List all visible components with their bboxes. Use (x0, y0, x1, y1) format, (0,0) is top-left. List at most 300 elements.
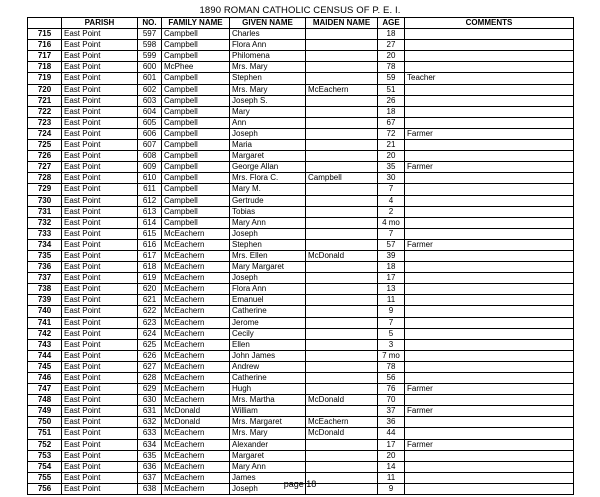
maiden-name-cell (306, 95, 378, 106)
age-cell: 20 (378, 450, 405, 461)
parish-cell: East Point (62, 217, 138, 228)
age-cell: 67 (378, 117, 405, 128)
row-number-cell: 747 (28, 384, 62, 395)
age-cell: 51 (378, 84, 405, 95)
header-row (28, 18, 574, 29)
age-cell: 76 (378, 384, 405, 395)
number-cell: 617 (138, 250, 162, 261)
family-name-cell: McEachern (162, 250, 230, 261)
age-cell: 4 mo (378, 217, 405, 228)
maiden-name-cell: Campbell (306, 173, 378, 184)
given-name-cell: Cecily (230, 328, 306, 339)
maiden-name-cell (306, 328, 378, 339)
family-name-cell: McEachern (162, 384, 230, 395)
table-row (28, 395, 574, 406)
comments-cell (405, 417, 574, 428)
table-row (28, 284, 574, 295)
row-number-cell: 741 (28, 317, 62, 328)
given-name-cell: Charles (230, 29, 306, 40)
comments-cell (405, 273, 574, 284)
maiden-name-cell (306, 128, 378, 139)
table-row (28, 250, 574, 261)
age-cell: 9 (378, 306, 405, 317)
given-name-cell: John James (230, 350, 306, 361)
comments-cell: Farmer (405, 162, 574, 173)
table-row (28, 73, 574, 84)
table-row (28, 195, 574, 206)
number-cell: 597 (138, 29, 162, 40)
comments-cell (405, 117, 574, 128)
parish-cell: East Point (62, 73, 138, 84)
age-cell: 4 (378, 195, 405, 206)
comments-cell (405, 250, 574, 261)
family-name-cell: Campbell (162, 95, 230, 106)
number-cell: 611 (138, 184, 162, 195)
given-name-cell: Catherine (230, 373, 306, 384)
table-row (28, 428, 574, 439)
family-name-cell: McEachern (162, 328, 230, 339)
row-number-cell: 753 (28, 450, 62, 461)
maiden-name-cell (306, 217, 378, 228)
parish-cell: East Point (62, 84, 138, 95)
parish-cell: East Point (62, 417, 138, 428)
comments-cell (405, 450, 574, 461)
number-cell: 623 (138, 317, 162, 328)
parish-cell: East Point (62, 428, 138, 439)
comments-cell (405, 328, 574, 339)
table-row (28, 173, 574, 184)
maiden-name-cell: McDonald (306, 250, 378, 261)
family-name-cell: Campbell (162, 140, 230, 151)
maiden-name-cell (306, 106, 378, 117)
parish-cell: East Point (62, 239, 138, 250)
parish-cell: East Point (62, 339, 138, 350)
maiden-name-cell (306, 273, 378, 284)
row-number-cell: 718 (28, 62, 62, 73)
age-cell: 20 (378, 51, 405, 62)
given-name-cell: Mrs. Mary (230, 62, 306, 73)
row-number-cell: 752 (28, 439, 62, 450)
number-cell: 633 (138, 428, 162, 439)
maiden-name-cell (306, 151, 378, 162)
parish-cell: East Point (62, 483, 138, 494)
number-cell: 634 (138, 439, 162, 450)
family-name-cell: Campbell (162, 84, 230, 95)
number-cell: 603 (138, 95, 162, 106)
family-name-cell: McEachern (162, 273, 230, 284)
family-name-cell: McEachern (162, 306, 230, 317)
family-name-cell: Campbell (162, 206, 230, 217)
parish-cell: East Point (62, 262, 138, 273)
table-row (28, 350, 574, 361)
maiden-name-cell: McEachern (306, 84, 378, 95)
table-row (28, 306, 574, 317)
given-name-cell: Catherine (230, 306, 306, 317)
parish-cell: East Point (62, 228, 138, 239)
number-cell: 619 (138, 273, 162, 284)
parish-cell: East Point (62, 373, 138, 384)
row-number-cell: 716 (28, 40, 62, 51)
maiden-name-cell (306, 262, 378, 273)
given-name-cell: Joseph (230, 273, 306, 284)
comments-cell: Farmer (405, 439, 574, 450)
maiden-name-cell (306, 62, 378, 73)
family-name-cell: Campbell (162, 184, 230, 195)
parish-cell: East Point (62, 328, 138, 339)
parish-cell: East Point (62, 317, 138, 328)
age-cell: 2 (378, 206, 405, 217)
comments-cell (405, 395, 574, 406)
family-name-cell: McEachern (162, 317, 230, 328)
parish-cell: East Point (62, 384, 138, 395)
parish-cell: East Point (62, 461, 138, 472)
col-family-name-header: FAMILY NAME (162, 18, 230, 29)
table-row (28, 262, 574, 273)
family-name-cell: McEachern (162, 361, 230, 372)
given-name-cell: Mary Ann (230, 217, 306, 228)
family-name-cell: Campbell (162, 51, 230, 62)
given-name-cell: Mary (230, 106, 306, 117)
age-cell: 17 (378, 439, 405, 450)
row-number-cell: 728 (28, 173, 62, 184)
number-cell: 632 (138, 417, 162, 428)
given-name-cell: James (230, 472, 306, 483)
given-name-cell: Mrs. Mary (230, 84, 306, 95)
age-cell: 13 (378, 284, 405, 295)
number-cell: 620 (138, 284, 162, 295)
family-name-cell: McEachern (162, 284, 230, 295)
comments-cell: Farmer (405, 128, 574, 139)
parish-cell: East Point (62, 439, 138, 450)
table-row (28, 106, 574, 117)
given-name-cell: Andrew (230, 361, 306, 372)
col-comments-header: COMMENTS (405, 18, 574, 29)
number-cell: 616 (138, 239, 162, 250)
table-row (28, 162, 574, 173)
parish-cell: East Point (62, 29, 138, 40)
age-cell: 7 (378, 228, 405, 239)
family-name-cell: McDonald (162, 417, 230, 428)
parish-cell: East Point (62, 195, 138, 206)
comments-cell (405, 228, 574, 239)
number-cell: 621 (138, 295, 162, 306)
row-number-cell: 736 (28, 262, 62, 273)
maiden-name-cell (306, 73, 378, 84)
maiden-name-cell (306, 40, 378, 51)
number-cell: 605 (138, 117, 162, 128)
given-name-cell: Philomena (230, 51, 306, 62)
given-name-cell: Joseph S. (230, 95, 306, 106)
comments-cell (405, 40, 574, 51)
maiden-name-cell (306, 117, 378, 128)
number-cell: 622 (138, 306, 162, 317)
given-name-cell: Mrs. Martha (230, 395, 306, 406)
comments-cell (405, 361, 574, 372)
age-cell: 27 (378, 40, 405, 51)
comments-cell (405, 173, 574, 184)
table-row (28, 295, 574, 306)
table-row (28, 95, 574, 106)
given-name-cell: Stephen (230, 239, 306, 250)
family-name-cell: Campbell (162, 151, 230, 162)
age-cell: 36 (378, 417, 405, 428)
age-cell: 44 (378, 428, 405, 439)
number-cell: 635 (138, 450, 162, 461)
maiden-name-cell (306, 284, 378, 295)
row-number-cell: 755 (28, 472, 62, 483)
family-name-cell: McEachern (162, 395, 230, 406)
age-cell: 37 (378, 406, 405, 417)
age-cell: 3 (378, 339, 405, 350)
family-name-cell: McEachern (162, 450, 230, 461)
age-cell: 7 mo (378, 350, 405, 361)
comments-cell (405, 51, 574, 62)
parish-cell: East Point (62, 95, 138, 106)
comments-cell (405, 306, 574, 317)
maiden-name-cell: McDonald (306, 395, 378, 406)
age-cell: 59 (378, 73, 405, 84)
comments-cell: Teacher (405, 73, 574, 84)
given-name-cell: Gertrude (230, 195, 306, 206)
number-cell: 637 (138, 472, 162, 483)
table-row (28, 339, 574, 350)
family-name-cell: McDonald (162, 406, 230, 417)
parish-cell: East Point (62, 128, 138, 139)
table-row (28, 317, 574, 328)
given-name-cell: Mary Margaret (230, 262, 306, 273)
row-number-cell: 726 (28, 151, 62, 162)
parish-cell: East Point (62, 40, 138, 51)
row-number-cell: 743 (28, 339, 62, 350)
parish-cell: East Point (62, 295, 138, 306)
age-cell: 7 (378, 184, 405, 195)
given-name-cell: Emanuel (230, 295, 306, 306)
age-cell: 9 (378, 483, 405, 494)
family-name-cell: Campbell (162, 117, 230, 128)
number-cell: 599 (138, 51, 162, 62)
age-cell: 20 (378, 151, 405, 162)
given-name-cell: Mary Ann (230, 461, 306, 472)
age-cell: 56 (378, 373, 405, 384)
maiden-name-cell (306, 317, 378, 328)
age-cell: 72 (378, 128, 405, 139)
row-number-cell: 729 (28, 184, 62, 195)
parish-cell: East Point (62, 62, 138, 73)
given-name-cell: Jerome (230, 317, 306, 328)
given-name-cell: Flora Ann (230, 284, 306, 295)
number-cell: 636 (138, 461, 162, 472)
parish-cell: East Point (62, 450, 138, 461)
table-row (28, 151, 574, 162)
row-number-cell: 733 (28, 228, 62, 239)
maiden-name-cell (306, 29, 378, 40)
table-row (28, 217, 574, 228)
comments-cell (405, 339, 574, 350)
age-cell: 18 (378, 29, 405, 40)
maiden-name-cell (306, 162, 378, 173)
comments-cell (405, 317, 574, 328)
comments-cell (405, 106, 574, 117)
row-number-cell: 731 (28, 206, 62, 217)
table-row (28, 62, 574, 73)
table-row (28, 40, 574, 51)
comments-cell (405, 373, 574, 384)
family-name-cell: McEachern (162, 339, 230, 350)
col-maiden-name-header: MAIDEN NAME (306, 18, 378, 29)
age-cell: 57 (378, 239, 405, 250)
maiden-name-cell (306, 406, 378, 417)
family-name-cell: Campbell (162, 173, 230, 184)
given-name-cell: Alexander (230, 439, 306, 450)
family-name-cell: McPhee (162, 62, 230, 73)
family-name-cell: McEachern (162, 472, 230, 483)
table-row (28, 206, 574, 217)
parish-cell: East Point (62, 117, 138, 128)
family-name-cell: Campbell (162, 73, 230, 84)
maiden-name-cell (306, 295, 378, 306)
row-number-cell: 715 (28, 29, 62, 40)
row-number-cell: 749 (28, 406, 62, 417)
comments-cell (405, 95, 574, 106)
row-number-cell: 720 (28, 84, 62, 95)
row-number-cell: 744 (28, 350, 62, 361)
family-name-cell: Campbell (162, 217, 230, 228)
age-cell: 11 (378, 472, 405, 483)
table-row (28, 439, 574, 450)
comments-cell (405, 151, 574, 162)
col-given-name-header: GIVEN NAME (230, 18, 306, 29)
number-cell: 598 (138, 40, 162, 51)
given-name-cell: Maria (230, 140, 306, 151)
row-number-cell: 723 (28, 117, 62, 128)
given-name-cell: Joseph (230, 483, 306, 494)
number-cell: 615 (138, 228, 162, 239)
parish-cell: East Point (62, 173, 138, 184)
maiden-name-cell (306, 306, 378, 317)
family-name-cell: McEachern (162, 350, 230, 361)
parish-cell: East Point (62, 51, 138, 62)
maiden-name-cell (306, 450, 378, 461)
family-name-cell: Campbell (162, 128, 230, 139)
comments-cell (405, 350, 574, 361)
comments-cell (405, 140, 574, 151)
given-name-cell: Mrs. Mary (230, 428, 306, 439)
row-number-cell: 746 (28, 373, 62, 384)
row-number-cell: 742 (28, 328, 62, 339)
family-name-cell: McEachern (162, 439, 230, 450)
number-cell: 608 (138, 151, 162, 162)
given-name-cell: Margaret (230, 450, 306, 461)
comments-cell (405, 62, 574, 73)
comments-cell (405, 195, 574, 206)
comments-cell (405, 29, 574, 40)
row-number-cell: 735 (28, 250, 62, 261)
age-cell: 17 (378, 273, 405, 284)
comments-cell: Farmer (405, 384, 574, 395)
table-body (28, 29, 574, 495)
comments-cell (405, 428, 574, 439)
number-cell: 631 (138, 406, 162, 417)
row-number-cell: 738 (28, 284, 62, 295)
table-row (28, 361, 574, 372)
table-row (28, 29, 574, 40)
row-number-cell: 750 (28, 417, 62, 428)
family-name-cell: Campbell (162, 106, 230, 117)
col-parish-header: PARISH (62, 18, 138, 29)
parish-cell: East Point (62, 306, 138, 317)
table-row (28, 228, 574, 239)
row-number-cell: 739 (28, 295, 62, 306)
age-cell: 26 (378, 95, 405, 106)
given-name-cell: Hugh (230, 384, 306, 395)
maiden-name-cell (306, 384, 378, 395)
given-name-cell: Margaret (230, 151, 306, 162)
col-no-header: NO. (138, 18, 162, 29)
given-name-cell: Mrs. Flora C. (230, 173, 306, 184)
row-number-cell: 754 (28, 461, 62, 472)
age-cell: 70 (378, 395, 405, 406)
row-number-cell: 745 (28, 361, 62, 372)
parish-cell: East Point (62, 106, 138, 117)
table-row (28, 184, 574, 195)
row-number-cell: 719 (28, 73, 62, 84)
col-rownum-header (28, 18, 62, 29)
number-cell: 624 (138, 328, 162, 339)
maiden-name-cell (306, 361, 378, 372)
table-row (28, 450, 574, 461)
family-name-cell: McEachern (162, 262, 230, 273)
table-row (28, 406, 574, 417)
given-name-cell: Mrs. Margaret (230, 417, 306, 428)
row-number-cell: 740 (28, 306, 62, 317)
row-number-cell: 725 (28, 140, 62, 151)
row-number-cell: 721 (28, 95, 62, 106)
maiden-name-cell (306, 51, 378, 62)
family-name-cell: McEachern (162, 461, 230, 472)
parish-cell: East Point (62, 162, 138, 173)
parish-cell: East Point (62, 273, 138, 284)
maiden-name-cell (306, 195, 378, 206)
table-row (28, 128, 574, 139)
comments-cell (405, 461, 574, 472)
comments-cell (405, 217, 574, 228)
comments-cell (405, 184, 574, 195)
given-name-cell: Mrs. Ellen (230, 250, 306, 261)
family-name-cell: Campbell (162, 29, 230, 40)
comments-cell (405, 295, 574, 306)
comments-cell (405, 206, 574, 217)
maiden-name-cell: McEachern (306, 417, 378, 428)
row-number-cell: 722 (28, 106, 62, 117)
family-name-cell: McEachern (162, 428, 230, 439)
age-cell: 35 (378, 162, 405, 173)
page-number: page 18 (283, 479, 317, 489)
age-cell: 11 (378, 295, 405, 306)
number-cell: 618 (138, 262, 162, 273)
age-cell: 30 (378, 173, 405, 184)
table-row (28, 417, 574, 428)
maiden-name-cell (306, 184, 378, 195)
parish-cell: East Point (62, 284, 138, 295)
age-cell: 78 (378, 361, 405, 372)
number-cell: 606 (138, 128, 162, 139)
row-number-cell: 751 (28, 428, 62, 439)
row-number-cell: 756 (28, 483, 62, 494)
maiden-name-cell: McDonald (306, 428, 378, 439)
comments-cell: Farmer (405, 406, 574, 417)
given-name-cell: Ellen (230, 339, 306, 350)
given-name-cell: Tobias (230, 206, 306, 217)
